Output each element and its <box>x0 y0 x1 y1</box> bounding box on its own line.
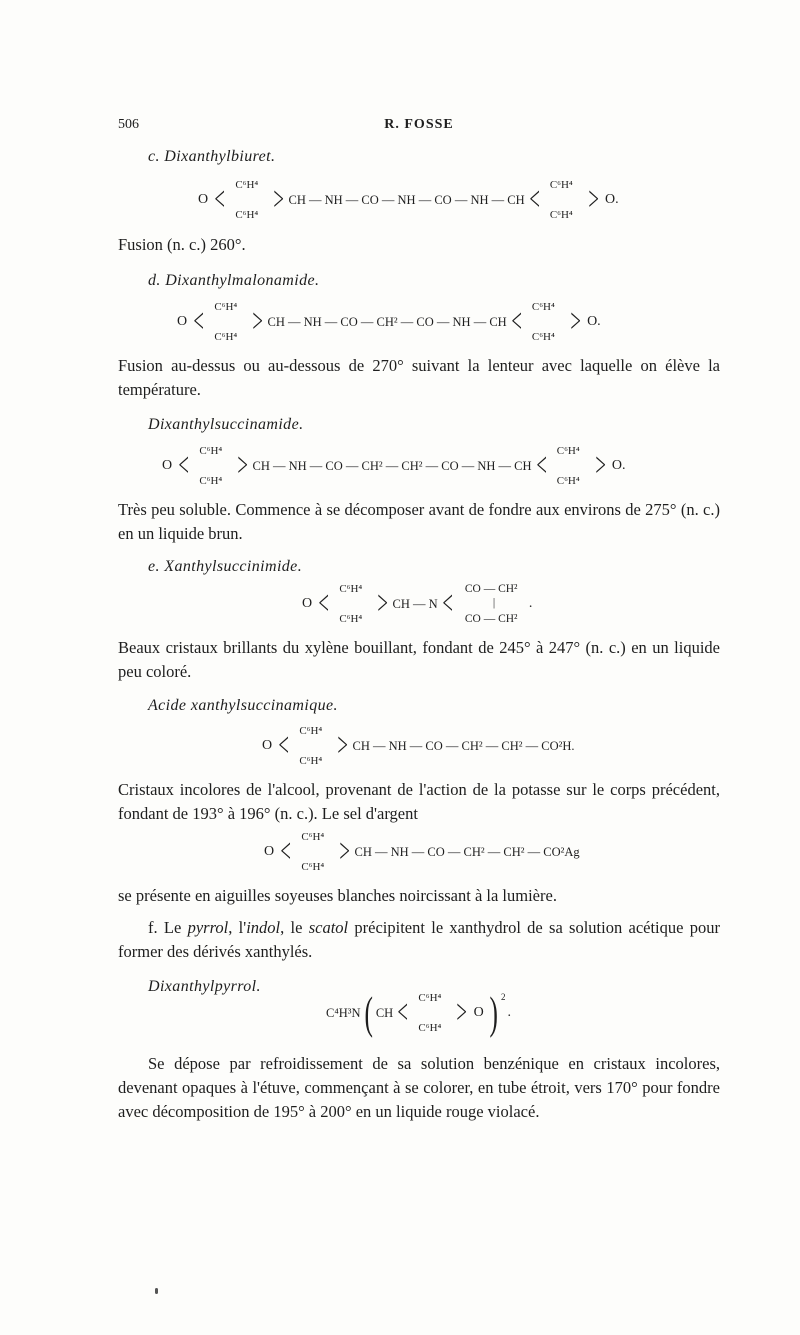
section-heading-acide-xanthylsuccinamique: Acide xanthylsuccinamique. <box>148 697 338 714</box>
paragraph-dixanthylpyrrol: Se dépose par refroidissement de sa solution benzénique en cristaux incolores, devenant opaques à l'étuve, commençant à se colorer, en tube étroit, vers 170° pour fondre avec décomposition de 195° à 200° en un liquide rouge violacé. <box>118 1054 720 1121</box>
formula-dixanthylpyrrol: C⁴H³N( CH < C⁶H⁴ C⁶H⁴ > O ) $^2$. <box>326 987 512 1038</box>
section-heading-dixanthylbiuret: c. Dixanthylbiuret. <box>148 148 276 165</box>
formula-dixanthylmalonamide: O < C⁶H⁴ C⁶H⁴ > CH — NH — CO — CH² — CO — NH — CH < C⁶H⁴ C⁶H⁴ > O. <box>177 301 601 343</box>
running-title: R. FOSSE <box>384 117 454 132</box>
paragraph-succinimide: Beaux cristaux brillants du xylène bouillant, fondant de 245° à 247° (n. c.) en un liquide peu coloré. <box>118 638 720 681</box>
section-heading-dixanthylsuccinamide: Dixanthylsuccinamide. <box>148 416 304 433</box>
formula-dixanthylsuccinamide: O < C⁶H⁴ C⁶H⁴ > CH — NH — CO — CH² — CH² — CO — NH — CH < C⁶H⁴ C⁶H⁴ > O. <box>162 445 626 487</box>
paragraph-acide: Cristaux incolores de l'alcool, provenant de l'action de la potasse sur le corps précédent, fondant de 193° à 196° (n. c.). Le sel d'argent <box>118 780 720 823</box>
print-speck <box>155 1288 158 1294</box>
section-heading-dixanthylmalonamide: d. Dixanthylmalonamide. <box>148 272 320 289</box>
page-header <box>118 117 720 137</box>
paragraph-sel-argent: se présente en aiguilles soyeuses blanches noircissant à la lumière. <box>118 886 557 905</box>
formula-sel-argent: O < C⁶H⁴ C⁶H⁴ > CH — NH — CO — CH² — CH² — CO²Ag <box>264 831 580 873</box>
paragraph-malonamide: Fusion au-dessus ou au-dessous de 270° suivant la lenteur avec laquelle on élève la température. <box>118 356 720 399</box>
page-number: 506 <box>118 117 139 132</box>
formula-xanthylsuccinimide: O < C⁶H⁴ C⁶H⁴ > CH — N < CO — CH² | CO — CH² . <box>302 583 533 625</box>
formula-dixanthylbiuret: O < C⁶H⁴ C⁶H⁴ > CH — NH — CO — NH — CO — NH — CH < C⁶H⁴ C⁶H⁴ > O. <box>198 179 619 221</box>
section-heading-dixanthylpyrrol: Dixanthylpyrrol. <box>148 978 261 995</box>
formula-acide-xanthylsuccinamique: O < C⁶H⁴ C⁶H⁴ > CH — NH — CO — CH² — CH² — CO²H. <box>262 725 575 767</box>
paragraph-pyrrol-indol-scatol: f. Le pyrrol, l'indol, le scatol précipitent le xanthydrol de sa solution acétique pour former des dérivés xanthylés. <box>118 918 720 961</box>
paragraph-succinamide: Très peu soluble. Commence à se décomposer avant de fondre aux environs de 275° (n. c.) en un liquide brun. <box>118 500 720 543</box>
fusion-biuret: Fusion (n. c.) 260°. <box>118 235 246 254</box>
section-heading-xanthylsuccinimide: e. Xanthylsuccinimide. <box>148 558 303 575</box>
